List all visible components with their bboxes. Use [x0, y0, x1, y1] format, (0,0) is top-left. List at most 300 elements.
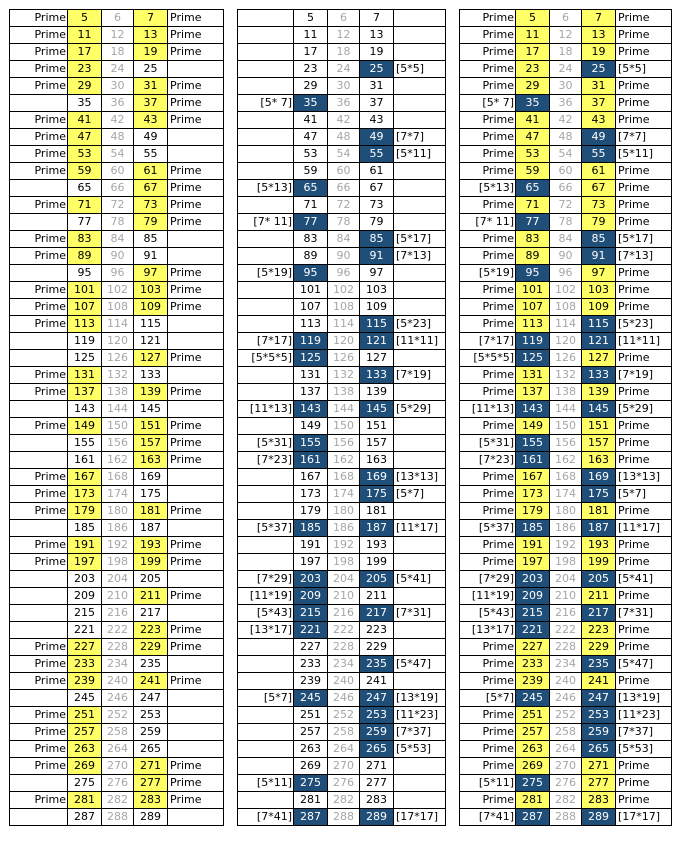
number-cell-c: 31	[582, 78, 616, 95]
number-cell-b: 174	[328, 486, 360, 503]
right-label: Prime	[168, 673, 224, 690]
right-label: [7*7]	[616, 129, 672, 146]
number-cell-c: 265	[360, 741, 394, 758]
number-cell-b: 18	[102, 44, 134, 61]
number-cell-a: 233	[516, 656, 550, 673]
number-cell-c: 13	[582, 27, 616, 44]
left-label: [5*37]	[238, 520, 294, 537]
left-label	[10, 588, 68, 605]
number-cell-c: 19	[582, 44, 616, 61]
number-cell-a: 53	[294, 146, 328, 163]
number-cell-b: 96	[328, 265, 360, 282]
table-row	[460, 435, 672, 452]
left-label	[10, 435, 68, 452]
number-cell-b: 6	[102, 10, 134, 27]
number-cell-a: 59	[516, 163, 550, 180]
right-label	[168, 486, 224, 503]
right-label	[394, 44, 446, 61]
number-cell-c: 151	[582, 418, 616, 435]
number-cell-a: 71	[294, 197, 328, 214]
number-cell-a: 251	[68, 707, 102, 724]
right-label: Prime	[616, 197, 672, 214]
number-cell-a: 155	[294, 435, 328, 452]
number-cell-a: 5	[68, 10, 102, 27]
number-cell-c: 169	[582, 469, 616, 486]
table-row	[10, 350, 224, 367]
right-label: [11*17]	[616, 520, 672, 537]
table-row	[460, 163, 672, 180]
number-cell-a: 239	[68, 673, 102, 690]
left-label: Prime	[10, 707, 68, 724]
left-label: Prime	[460, 741, 516, 758]
table-row	[460, 61, 672, 78]
right-label: Prime	[616, 10, 672, 27]
right-label	[168, 61, 224, 78]
left-label	[10, 350, 68, 367]
left-label: Prime	[460, 78, 516, 95]
table-row	[460, 724, 672, 741]
table-row	[238, 282, 446, 299]
number-cell-b: 90	[102, 248, 134, 265]
number-cell-c: 289	[134, 809, 168, 826]
number-cell-c: 169	[360, 469, 394, 486]
left-label: Prime	[10, 741, 68, 758]
left-label	[238, 469, 294, 486]
number-cell-b: 282	[102, 792, 134, 809]
table-row	[460, 350, 672, 367]
number-cell-c: 85	[360, 231, 394, 248]
table-row	[238, 724, 446, 741]
table-row	[10, 486, 224, 503]
left-label	[238, 78, 294, 95]
left-label	[238, 10, 294, 27]
right-label: [5*41]	[394, 571, 446, 588]
number-cell-b: 114	[102, 316, 134, 333]
left-label	[238, 384, 294, 401]
right-label: Prime	[168, 758, 224, 775]
left-label	[238, 486, 294, 503]
number-cell-c: 13	[134, 27, 168, 44]
left-label: [7*17]	[460, 333, 516, 350]
number-cell-b: 276	[102, 775, 134, 792]
number-cell-a: 269	[516, 758, 550, 775]
table-row	[460, 333, 672, 350]
number-cell-b: 264	[102, 741, 134, 758]
number-cell-c: 253	[360, 707, 394, 724]
number-cell-b: 30	[550, 78, 582, 95]
table-row	[238, 180, 446, 197]
number-cell-b: 36	[102, 95, 134, 112]
right-label: Prime	[616, 435, 672, 452]
right-label: Prime	[168, 384, 224, 401]
number-cell-b: 66	[550, 180, 582, 197]
right-label	[168, 316, 224, 333]
table-row	[238, 758, 446, 775]
number-cell-b: 246	[102, 690, 134, 707]
number-cell-a: 41	[294, 112, 328, 129]
number-cell-a: 191	[68, 537, 102, 554]
number-cell-c: 259	[134, 724, 168, 741]
number-cell-b: 174	[550, 486, 582, 503]
left-label: Prime	[460, 724, 516, 741]
number-cell-a: 41	[68, 112, 102, 129]
right-label: Prime	[616, 639, 672, 656]
number-cell-c: 55	[134, 146, 168, 163]
number-cell-b: 108	[102, 299, 134, 316]
table-row	[10, 214, 224, 231]
left-label: Prime	[10, 503, 68, 520]
number-cell-c: 103	[134, 282, 168, 299]
number-cell-b: 228	[102, 639, 134, 656]
number-cell-b: 204	[550, 571, 582, 588]
left-label	[10, 605, 68, 622]
number-cell-b: 222	[550, 622, 582, 639]
left-label: [5*37]	[460, 520, 516, 537]
number-cell-a: 245	[516, 690, 550, 707]
right-label: [7*31]	[394, 605, 446, 622]
number-cell-b: 276	[328, 775, 360, 792]
right-label: Prime	[168, 622, 224, 639]
right-label: Prime	[168, 554, 224, 571]
number-cell-a: 191	[294, 537, 328, 554]
right-label: [11*11]	[616, 333, 672, 350]
number-cell-a: 269	[294, 758, 328, 775]
table-row	[238, 265, 446, 282]
number-cell-a: 149	[68, 418, 102, 435]
right-label: Prime	[616, 673, 672, 690]
number-cell-c: 229	[582, 639, 616, 656]
right-label: [7*19]	[616, 367, 672, 384]
number-cell-a: 173	[516, 486, 550, 503]
table-row	[460, 367, 672, 384]
left-label: Prime	[460, 316, 516, 333]
table-row	[10, 792, 224, 809]
table-row	[238, 146, 446, 163]
right-label: Prime	[616, 163, 672, 180]
left-label	[10, 214, 68, 231]
number-cell-c: 181	[582, 503, 616, 520]
number-cell-b: 222	[102, 622, 134, 639]
table-row	[10, 418, 224, 435]
number-cell-a: 227	[68, 639, 102, 656]
right-label: Prime	[616, 554, 672, 571]
number-cell-c: 109	[134, 299, 168, 316]
left-label	[10, 180, 68, 197]
number-cell-a: 107	[68, 299, 102, 316]
number-cell-b: 150	[328, 418, 360, 435]
number-cell-a: 89	[294, 248, 328, 265]
table-row	[460, 299, 672, 316]
number-cell-b: 252	[328, 707, 360, 724]
right-label: [5*5]	[394, 61, 446, 78]
number-cell-b: 126	[550, 350, 582, 367]
composites-panel	[237, 9, 446, 826]
number-cell-a: 65	[516, 180, 550, 197]
table-row	[460, 673, 672, 690]
number-cell-c: 85	[582, 231, 616, 248]
number-cell-a: 137	[294, 384, 328, 401]
table-row	[460, 452, 672, 469]
right-label	[394, 435, 446, 452]
right-label: [7*13]	[616, 248, 672, 265]
number-cell-a: 17	[68, 44, 102, 61]
right-label: [5*29]	[616, 401, 672, 418]
table-row	[238, 299, 446, 316]
right-label	[394, 622, 446, 639]
number-cell-a: 77	[294, 214, 328, 231]
right-label	[394, 78, 446, 95]
number-cell-b: 228	[550, 639, 582, 656]
number-cell-b: 156	[550, 435, 582, 452]
number-cell-c: 115	[134, 316, 168, 333]
table-row	[238, 350, 446, 367]
number-cell-a: 179	[294, 503, 328, 520]
number-cell-c: 97	[134, 265, 168, 282]
number-cell-c: 37	[360, 95, 394, 112]
number-cell-b: 204	[328, 571, 360, 588]
left-label	[10, 333, 68, 350]
left-label	[238, 707, 294, 724]
number-cell-a: 29	[294, 78, 328, 95]
table-row	[10, 537, 224, 554]
number-cell-a: 257	[516, 724, 550, 741]
number-cell-a: 179	[68, 503, 102, 520]
number-cell-c: 85	[134, 231, 168, 248]
number-cell-b: 144	[550, 401, 582, 418]
number-cell-a: 95	[516, 265, 550, 282]
right-label	[394, 197, 446, 214]
number-cell-c: 97	[360, 265, 394, 282]
number-cell-b: 60	[328, 163, 360, 180]
table-row	[238, 197, 446, 214]
table-row	[10, 333, 224, 350]
right-label: [17*17]	[394, 809, 446, 826]
table-row	[10, 248, 224, 265]
number-cell-b: 180	[102, 503, 134, 520]
table-row	[238, 435, 446, 452]
left-label	[238, 197, 294, 214]
left-label: Prime	[10, 129, 68, 146]
number-cell-c: 193	[582, 537, 616, 554]
table-row	[238, 469, 446, 486]
number-cell-c: 79	[134, 214, 168, 231]
table-row	[460, 146, 672, 163]
number-cell-a: 179	[516, 503, 550, 520]
right-label: Prime	[616, 588, 672, 605]
left-label: Prime	[10, 112, 68, 129]
left-label: Prime	[10, 27, 68, 44]
right-label	[168, 656, 224, 673]
number-cell-b: 210	[328, 588, 360, 605]
number-cell-c: 157	[360, 435, 394, 452]
right-label: Prime	[616, 503, 672, 520]
left-label	[238, 146, 294, 163]
number-cell-a: 59	[294, 163, 328, 180]
number-cell-a: 203	[516, 571, 550, 588]
number-cell-c: 115	[360, 316, 394, 333]
number-cell-a: 143	[516, 401, 550, 418]
number-cell-a: 221	[516, 622, 550, 639]
number-cell-a: 173	[68, 486, 102, 503]
number-cell-b: 162	[328, 452, 360, 469]
number-cell-c: 25	[360, 61, 394, 78]
number-cell-c: 73	[582, 197, 616, 214]
right-label	[394, 554, 446, 571]
number-cell-b: 258	[328, 724, 360, 741]
number-cell-a: 161	[294, 452, 328, 469]
number-cell-a: 131	[68, 367, 102, 384]
right-label: [5*17]	[394, 231, 446, 248]
table-row	[238, 520, 446, 537]
number-cell-c: 139	[582, 384, 616, 401]
number-cell-c: 163	[134, 452, 168, 469]
number-cell-b: 264	[328, 741, 360, 758]
number-cell-b: 54	[102, 146, 134, 163]
left-label	[238, 44, 294, 61]
left-label: Prime	[10, 44, 68, 61]
table-row	[10, 622, 224, 639]
left-label: [11*19]	[238, 588, 294, 605]
left-label: Prime	[460, 299, 516, 316]
left-label: Prime	[460, 758, 516, 775]
left-label: [5*11]	[460, 775, 516, 792]
number-cell-a: 137	[68, 384, 102, 401]
number-cell-c: 241	[582, 673, 616, 690]
number-cell-b: 180	[550, 503, 582, 520]
number-cell-c: 121	[134, 333, 168, 350]
left-label: Prime	[10, 673, 68, 690]
number-cell-a: 65	[68, 180, 102, 197]
number-cell-a: 167	[68, 469, 102, 486]
number-cell-b: 90	[550, 248, 582, 265]
right-label: [5*7]	[616, 486, 672, 503]
table-row	[238, 656, 446, 673]
number-cell-c: 133	[134, 367, 168, 384]
right-label: Prime	[616, 418, 672, 435]
number-cell-a: 215	[68, 605, 102, 622]
right-label	[394, 452, 446, 469]
number-cell-b: 252	[102, 707, 134, 724]
number-cell-a: 287	[294, 809, 328, 826]
left-label	[238, 554, 294, 571]
table-row	[460, 554, 672, 571]
number-cell-c: 223	[134, 622, 168, 639]
right-label: Prime	[168, 214, 224, 231]
right-label: Prime	[616, 350, 672, 367]
number-cell-b: 240	[102, 673, 134, 690]
left-label	[238, 61, 294, 78]
right-label	[394, 265, 446, 282]
left-label: Prime	[10, 61, 68, 78]
number-cell-b: 78	[550, 214, 582, 231]
number-cell-b: 234	[550, 656, 582, 673]
number-cell-a: 161	[516, 452, 550, 469]
number-cell-a: 131	[294, 367, 328, 384]
number-cell-a: 35	[516, 95, 550, 112]
number-cell-b: 252	[550, 707, 582, 724]
right-label: Prime	[168, 95, 224, 112]
left-label	[10, 401, 68, 418]
left-label: Prime	[460, 418, 516, 435]
number-cell-b: 108	[328, 299, 360, 316]
number-cell-c: 31	[360, 78, 394, 95]
right-label	[168, 333, 224, 350]
left-label: Prime	[10, 248, 68, 265]
right-label: Prime	[616, 180, 672, 197]
left-label: Prime	[460, 282, 516, 299]
number-cell-b: 96	[550, 265, 582, 282]
table-row	[460, 197, 672, 214]
left-label: Prime	[10, 792, 68, 809]
number-cell-b: 72	[102, 197, 134, 214]
number-cell-a: 23	[294, 61, 328, 78]
left-label: Prime	[10, 469, 68, 486]
number-cell-a: 149	[516, 418, 550, 435]
table-row	[238, 707, 446, 724]
table-row	[460, 112, 672, 129]
table-row	[10, 571, 224, 588]
left-label: Prime	[460, 554, 516, 571]
left-label	[10, 690, 68, 707]
number-cell-b: 144	[102, 401, 134, 418]
number-cell-a: 185	[68, 520, 102, 537]
left-label: Prime	[460, 197, 516, 214]
number-cell-c: 175	[134, 486, 168, 503]
table-row	[460, 248, 672, 265]
table-row	[238, 486, 446, 503]
number-cell-b: 78	[328, 214, 360, 231]
number-cell-b: 36	[550, 95, 582, 112]
table-row	[460, 27, 672, 44]
number-cell-c: 25	[582, 61, 616, 78]
table-row	[238, 809, 446, 826]
number-cell-b: 42	[550, 112, 582, 129]
right-label	[394, 95, 446, 112]
left-label	[238, 537, 294, 554]
number-cell-c: 163	[360, 452, 394, 469]
table-row	[460, 10, 672, 27]
right-label	[168, 605, 224, 622]
number-cell-b: 246	[328, 690, 360, 707]
left-label: Prime	[460, 503, 516, 520]
number-cell-b: 192	[328, 537, 360, 554]
left-label: Prime	[460, 61, 516, 78]
left-label: [7*41]	[460, 809, 516, 826]
left-label: [13*17]	[238, 622, 294, 639]
number-cell-a: 107	[516, 299, 550, 316]
left-label: Prime	[10, 486, 68, 503]
left-label	[10, 520, 68, 537]
right-label: Prime	[168, 452, 224, 469]
number-cell-c: 7	[134, 10, 168, 27]
number-cell-a: 35	[68, 95, 102, 112]
number-cell-a: 245	[294, 690, 328, 707]
number-cell-c: 283	[134, 792, 168, 809]
number-cell-b: 30	[102, 78, 134, 95]
number-cell-a: 47	[294, 129, 328, 146]
number-cell-c: 115	[582, 316, 616, 333]
number-cell-b: 84	[328, 231, 360, 248]
right-label: [7*19]	[394, 367, 446, 384]
number-cell-b: 66	[102, 180, 134, 197]
number-cell-a: 215	[294, 605, 328, 622]
number-cell-a: 155	[516, 435, 550, 452]
number-cell-a: 77	[516, 214, 550, 231]
number-cell-b: 12	[550, 27, 582, 44]
number-cell-a: 131	[516, 367, 550, 384]
table-row	[460, 639, 672, 656]
table-row	[10, 367, 224, 384]
